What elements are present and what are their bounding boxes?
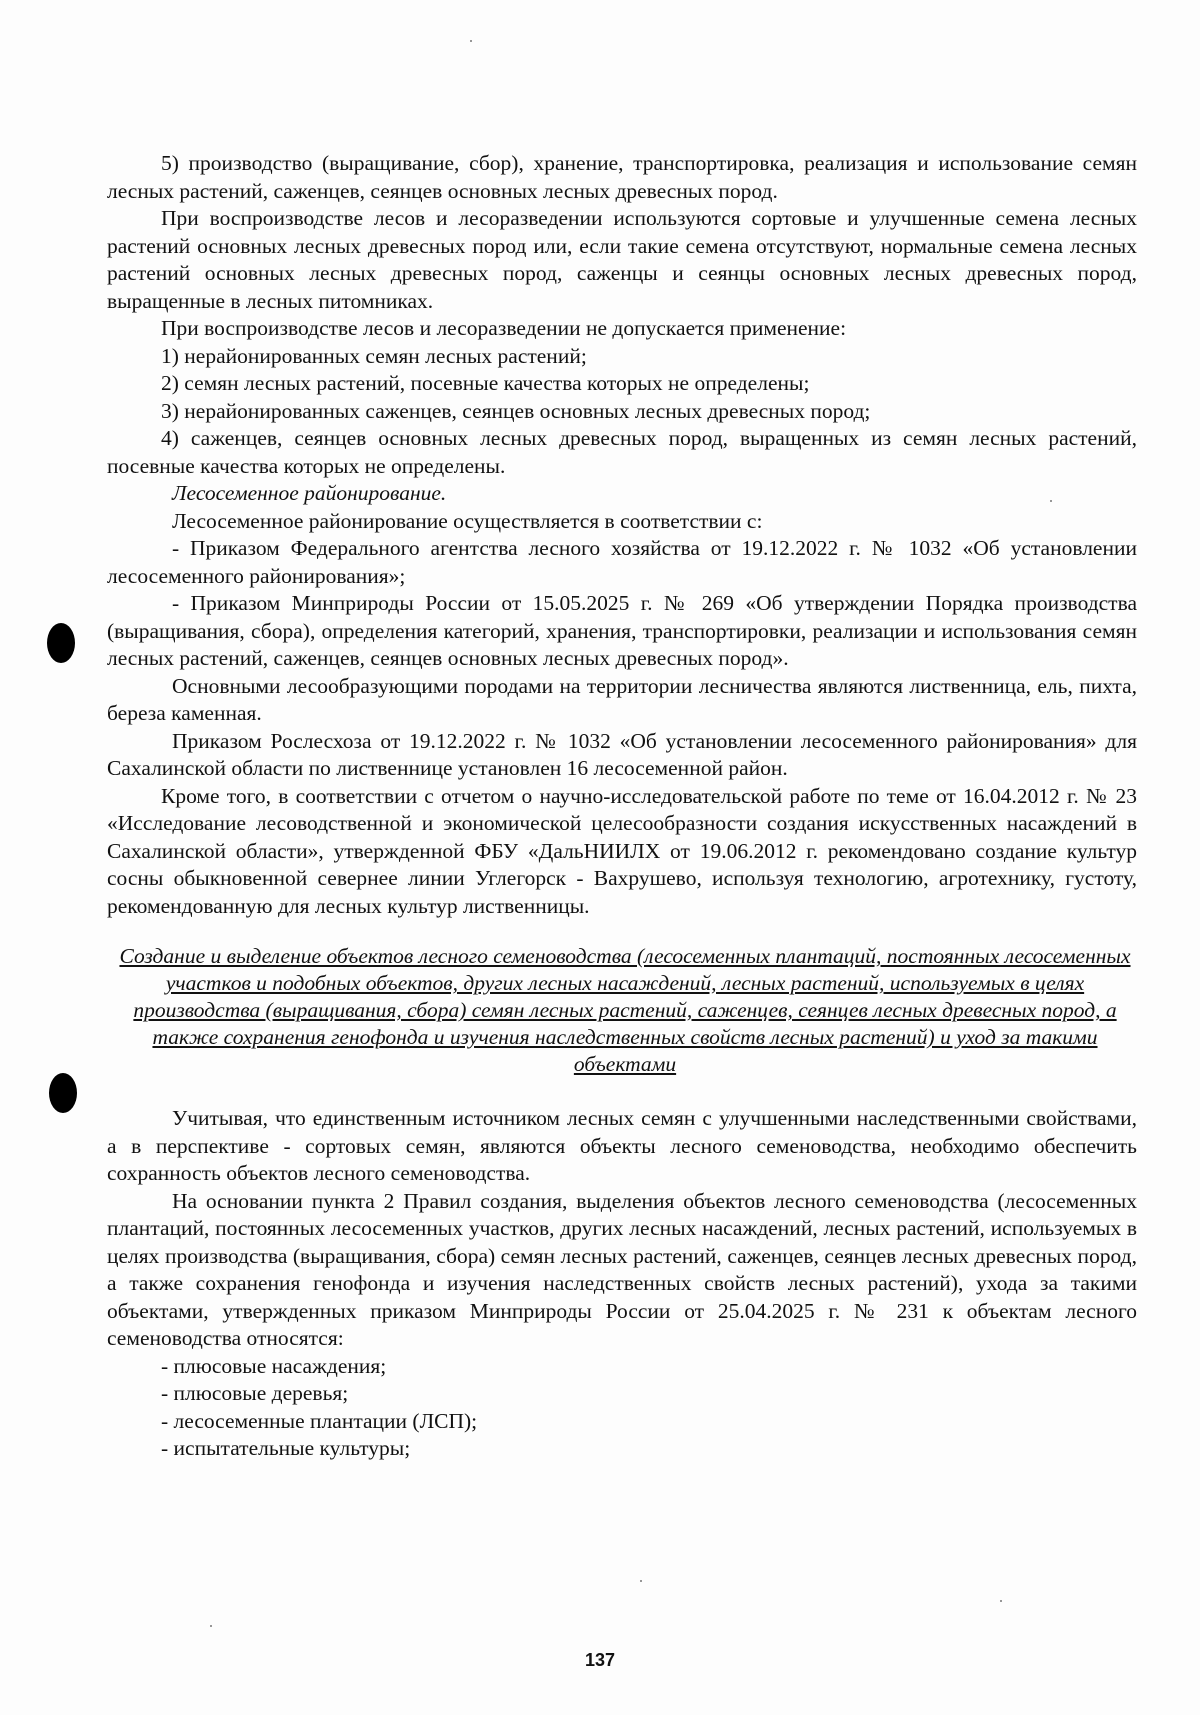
paragraph: При воспроизводстве лесов и лесоразведении не допускается применение: [161, 316, 847, 340]
paragraph: Учитывая, что единственным источником лесных семян с улучшенными наследственными свойствами, а в перспективе - сортовых семян, являются объекты лесного семеноводства, необходимо обеспечить сохранность объектов лесного семеноводства. [107, 1106, 1137, 1185]
list-item: 3) нерайонированных саженцев, сеянцев основных лесных древесных пород; [161, 398, 871, 423]
paragraph: На основании пункта 2 Правил создания, выделения объектов лесного семеноводства (лесосеменных плантаций, постоянных лесосеменных участков, других лесных насаждений, лесных растений, используемых в целях производства (выращивания, сбора) семян лесных растений, саженцев, сеянцев лесных древесных пород, а также сохранения генофонда и изучения наследственных свойств лесных растений), ухода за такими объектами, утвержденных приказом Минприроды России от 25.04.2025 г. № 231 к объектам лесного семеноводства относятся: [107, 1188, 1137, 1350]
list-item: - плюсовые деревья; [161, 1381, 349, 1405]
list-item: 4) саженцев, сеянцев основных лесных древесных пород, выращенных из семян лесных растений, посевные качества которых не определены. [107, 426, 1137, 478]
section-heading: Создание и выделение объектов лесного семеноводства (лесосеменных плантаций, постоянных лесосеменных участков и подобных объектов, других лесных насаждений, лесных растений, используемых в целях производства (выращивания, сбора) семян лесных растений, саженцев, сеянцев лесных древесных пород, а также сохранения генофонда и изучения наследственных свойств лесных растений) и уход за такими объектами [119, 944, 1131, 1076]
scan-speck [210, 1625, 212, 1627]
scan-speck [640, 1580, 642, 1582]
text-block-bottom [107, 1105, 1137, 1463]
list-item: 1) нерайонированных семян лесных растений; [161, 343, 587, 368]
paragraph: Кроме того, в соответствии с отчетом о научно-исследовательской работе по теме от 16.04.2012 г. № 23 «Исследование лесоводственной и экономической целесообразности создания искусственных насаждений в Сахалинской области», утвержденной ФБУ «ДальНИИЛХ от 19.06.2012 г. рекомендовано создание культур сосны обыкновенной севернее линии Углегорск - Вахрушево, используя технологию, агротехнику, густоту, рекомендованную для лесных культур лиственницы. [107, 783, 1137, 918]
paragraph: - Приказом Минприроды России от 15.05.2025 г. № 269 «Об утверждении Порядка производства (выращивания, сбора), определения категорий, хранения, транспортировки, реализации и использования семян лесных растений, саженцев, сеянцев основных лесных древесных пород». [107, 591, 1137, 670]
paragraph: При воспроизводстве лесов и лесоразведении используются сортовые и улучшенные семена лесных растений основных лесных древесных пород или, если такие семена отсутствуют, нормальные семена лесных растений основных лесных древесных пород, саженцы и сеянцы основных лесных древесных пород, выращенные в лесных питомниках. [107, 206, 1137, 313]
list-item: 2) семян лесных растений, посевные качества которых не определены; [161, 371, 810, 395]
paragraph: 5) производство (выращивание, сбор), хранение, транспортировка, реализация и использование семян лесных растений, саженцев, сеянцев основных лесных древесных пород. [107, 151, 1137, 203]
text-block-top [107, 150, 1137, 920]
page-number: 137 [584, 1650, 616, 1670]
punch-hole-top [47, 623, 75, 663]
list-item: - испытательные культуры; [161, 1436, 411, 1460]
paragraph: - Приказом Федерального агентства лесного хозяйства от 19.12.2022 г. № 1032 «Об установлении лесосеменного районирования»; [107, 536, 1137, 588]
paragraph: Основными лесообразующими породами на территории лесничества являются лиственница, ель, пихта, береза каменная. [107, 673, 1137, 725]
list-item: - плюсовые насаждения; [161, 1353, 387, 1378]
paragraph: Приказом Рослесхоза от 19.12.2022 г. № 1032 «Об установлении лесосеменного районирования» для Сахалинской области по лиственнице установлен 16 лесосеменной район. [107, 728, 1137, 780]
paragraph: Лесосеменное районирование осуществляется в соответствии с: [172, 508, 763, 533]
punch-hole-bottom [49, 1073, 77, 1113]
list-item: - лесосеменные плантации (ЛСП); [161, 1408, 478, 1433]
scan-speck [1000, 1600, 1002, 1602]
subsection-title: Лесосеменное районирование. [172, 481, 447, 505]
scan-speck [470, 40, 472, 42]
